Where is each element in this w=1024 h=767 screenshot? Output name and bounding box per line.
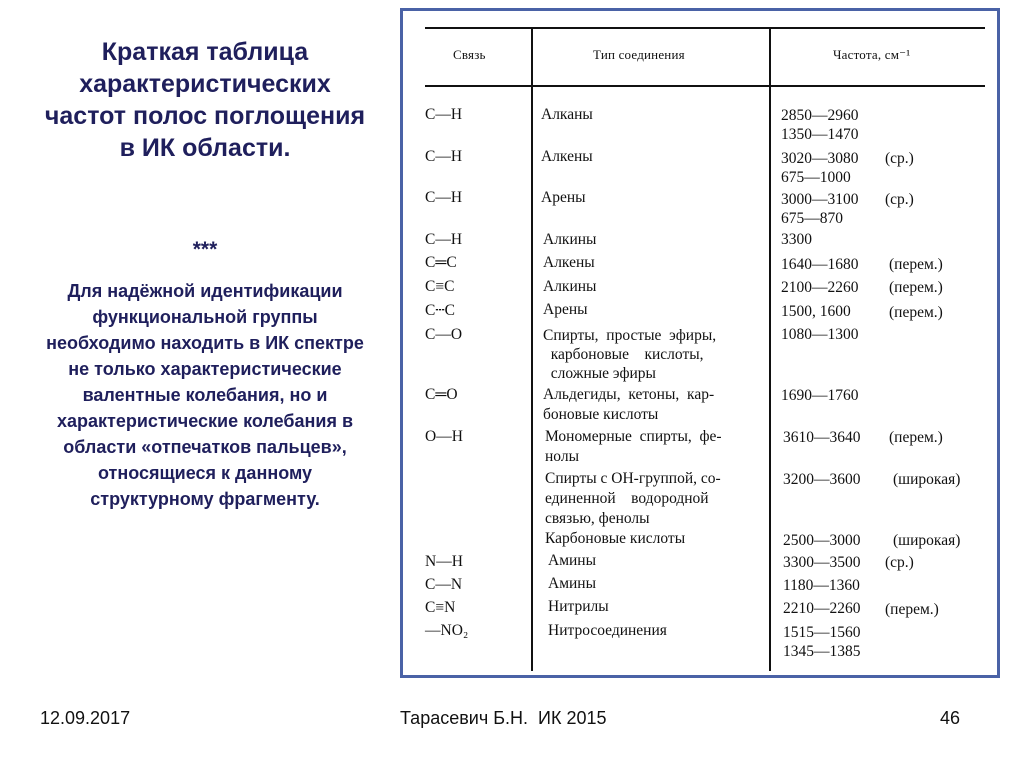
cell-bond: C—H	[425, 106, 463, 123]
ir-frequency-table	[400, 8, 1000, 678]
cell-note: (перем.)	[889, 256, 943, 273]
cell-bond: C—H	[425, 189, 463, 206]
footer-date: 12.09.2017	[40, 708, 131, 728]
cell-type: Арены	[541, 189, 586, 206]
cell-type: Нитрилы	[548, 598, 609, 615]
cell-frequency: 3610—3640	[783, 429, 861, 446]
cell-bond: C—N	[425, 576, 463, 593]
cell-note: (перем.)	[885, 601, 939, 618]
cell-bond: C┄C	[425, 302, 456, 319]
cell-type: Спирты, простые эфиры, карбоновые кислоты, сложные эфиры	[543, 327, 717, 382]
header-bond: Связь	[453, 47, 486, 62]
cell-frequency: 1690—1760	[781, 387, 859, 404]
footer-author: Тарасевич Б.Н. ИК 2015	[400, 708, 607, 728]
cell-frequency: 2850—2960 1350—1470	[781, 107, 859, 143]
cell-type: Арены	[543, 301, 588, 318]
cell-frequency: 1500, 1600	[781, 303, 851, 320]
header-type: Тип соединения	[593, 47, 685, 62]
cell-frequency: 2210—2260	[783, 600, 861, 617]
table-column-divider	[769, 27, 771, 671]
cell-bond: C—H	[425, 148, 463, 165]
table-column-divider	[531, 27, 533, 671]
cell-frequency: 3020—3080 675—1000	[781, 150, 859, 186]
cell-bond: C≡N	[425, 599, 456, 616]
cell-note: (перем.)	[889, 304, 943, 321]
cell-bond: C═C	[425, 254, 457, 271]
cell-note: (широкая)	[893, 532, 961, 549]
cell-frequency: 3000—3100 675—870	[781, 191, 859, 227]
cell-type: Альдегиды, кетоны, кар- боновые кислоты	[543, 386, 715, 423]
cell-note: (перем.)	[889, 429, 943, 446]
cell-frequency: 1180—1360	[783, 577, 860, 594]
cell-note: (широкая)	[893, 471, 961, 488]
slide-body-text: Для надёжной идентификации функциональной группы необходимо находить в ИК спектре не только характеристические валентные колебания, но и характеристические колебания в области «отпечатков пальцев», относящиеся к данному структурному фрагменту.	[46, 281, 364, 509]
cell-type: Мономерные спирты, фе- нолы	[545, 428, 722, 465]
cell-note: (ср.)	[885, 191, 914, 208]
cell-frequency: 3300	[781, 231, 812, 248]
cell-type: Амины	[548, 552, 597, 569]
cell-frequency: 3200—3600	[783, 471, 861, 488]
cell-frequency: 3300—3500	[783, 554, 861, 571]
table-header-rule	[425, 85, 985, 87]
cell-bond: C—O	[425, 326, 463, 343]
cell-frequency: 1640—1680	[781, 256, 859, 273]
cell-note: (ср.)	[885, 554, 914, 571]
footer-page-number: 46	[940, 708, 961, 728]
cell-type: Алкины	[543, 278, 597, 295]
cell-type: Алкены	[543, 254, 595, 271]
cell-bond: —NO₂	[425, 622, 469, 639]
cell-bond: O—H	[425, 428, 463, 445]
cell-type: Спирты с ОН-группой, со- единенной водородной связью, фенолы	[545, 470, 721, 527]
cell-bond: C—H	[425, 231, 463, 248]
cell-type: Алкины	[543, 231, 597, 248]
cell-type: Нитросоединения	[548, 622, 667, 639]
cell-type: Карбоновые кислоты	[545, 530, 686, 547]
separator-stars: ***	[192, 238, 218, 261]
cell-type: Амины	[548, 575, 597, 592]
header-frequency: Частота, см⁻¹	[833, 47, 911, 62]
cell-frequency: 2100—2260	[781, 279, 859, 296]
cell-note: (ср.)	[885, 150, 914, 167]
cell-bond: C═O	[425, 386, 458, 403]
cell-type: Алкены	[541, 148, 593, 165]
cell-frequency: 1080—1300	[781, 326, 859, 343]
cell-bond: C≡C	[425, 278, 455, 295]
cell-note: (перем.)	[889, 279, 943, 296]
slide-title: Краткая таблица характеристических частот полос поглощения в ИК области.	[44, 38, 366, 162]
cell-bond: N—H	[425, 553, 463, 570]
cell-frequency: 2500—3000	[783, 532, 861, 549]
cell-type: Алканы	[541, 106, 593, 123]
table-top-rule	[425, 27, 985, 29]
cell-frequency: 1515—1560 1345—1385	[783, 624, 861, 660]
